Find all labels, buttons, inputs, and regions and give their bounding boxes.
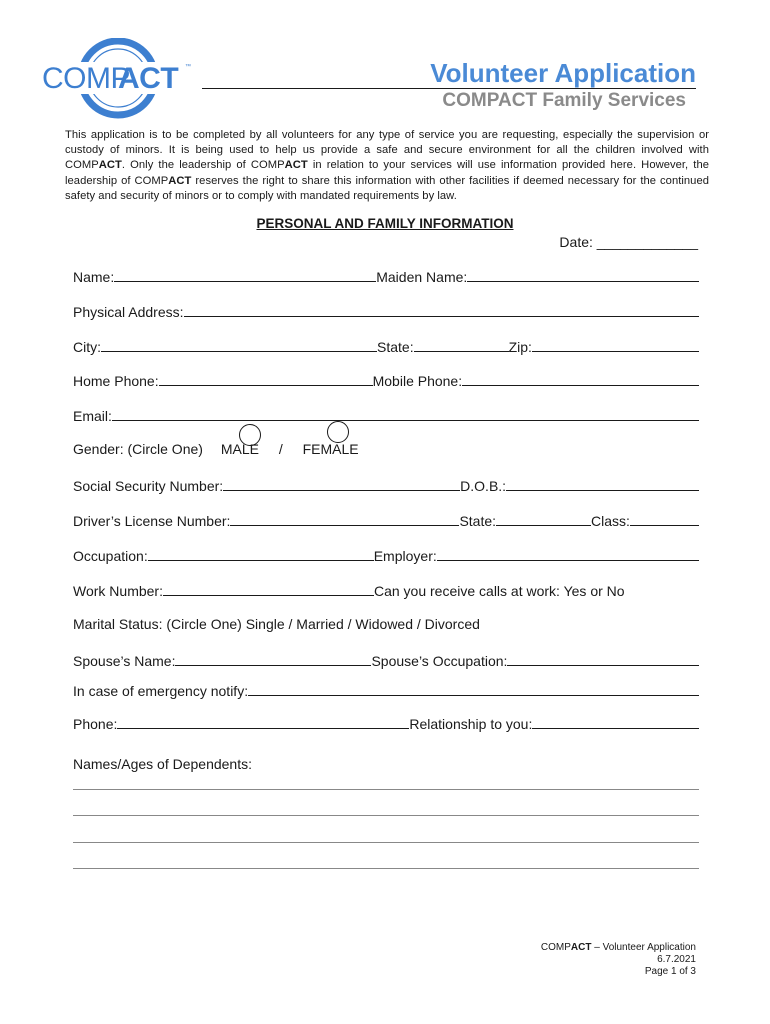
- dependents-line-1[interactable]: [73, 789, 699, 790]
- city-field[interactable]: [101, 351, 377, 352]
- footer: [541, 942, 696, 978]
- work-number-row: [73, 579, 699, 599]
- relationship-label: Relationship to you:: [409, 716, 533, 732]
- compact-logo: [38, 38, 198, 122]
- title-underline: [202, 88, 696, 89]
- footer-doc-name: COMPACT – Volunteer Application: [540, 942, 696, 953]
- home-phone-label: Home Phone:: [73, 373, 159, 389]
- dependents-line-4[interactable]: [73, 868, 699, 869]
- email-field[interactable]: [112, 420, 699, 421]
- city-label: City:: [73, 339, 101, 355]
- occupation-field[interactable]: [148, 560, 374, 561]
- state-field[interactable]: [414, 351, 509, 352]
- female-circle[interactable]: [327, 421, 349, 443]
- footer-page-number: Page 1 of 3: [644, 966, 696, 977]
- name-field[interactable]: [114, 281, 376, 282]
- city-row: [73, 335, 699, 355]
- ssn-field[interactable]: [223, 490, 460, 491]
- work-number-field[interactable]: [163, 595, 374, 596]
- dl-class-label: Class:: [591, 513, 630, 529]
- gender-label: Gender: (Circle One): [73, 441, 203, 457]
- ssn-label: Social Security Number:: [73, 478, 224, 494]
- work-number-label: Work Number:: [73, 583, 163, 599]
- emergency-notify-field[interactable]: [248, 695, 699, 696]
- footer-date: 6.7.2021: [657, 954, 696, 965]
- spouse-row: [73, 649, 699, 669]
- dependents-line-3[interactable]: [73, 842, 699, 843]
- employer-label: Employer:: [373, 548, 437, 564]
- occupation-row: [73, 544, 699, 564]
- dl-state-label: State:: [459, 513, 497, 529]
- intro-paragraph: This application is to be completed by all volunteers for any type of service you are requesting, especially the supervision or custody of minors. It is being used to help us provide a safe and secure environment for all the children involved with COMPACT. Only the leadership of COMPACT in relation to your services will use information provided here. However, the leadership of COMPACT reserves the right to share this information with other facilities if deemed necessary for the continued safety and security of minors or to comply with mandated requirements by law.: [65, 129, 709, 202]
- gender-separator: /: [278, 441, 283, 457]
- mobile-phone-field[interactable]: [462, 385, 699, 386]
- dependents-line-2[interactable]: [73, 815, 699, 816]
- dob-field[interactable]: [506, 490, 699, 491]
- page-subtitle: COMPACT Family Services: [442, 90, 686, 111]
- email-label: Email:: [73, 408, 112, 424]
- spouse-name-label: Spouse’s Name:: [73, 653, 176, 669]
- gender-male-option[interactable]: MALE: [220, 441, 259, 457]
- name-label: Name:: [73, 269, 115, 285]
- name-row: [73, 265, 699, 285]
- spouse-occupation-label: Spouse’s Occupation:: [371, 653, 508, 669]
- gender-row: [73, 441, 359, 457]
- logo-tm: ™: [185, 64, 191, 70]
- drivers-license-field[interactable]: [230, 525, 459, 526]
- logo-text-act: ACT: [118, 62, 179, 95]
- drivers-license-row: [73, 509, 699, 529]
- emergency-row: [73, 679, 699, 699]
- maiden-name-field[interactable]: [467, 281, 699, 282]
- employer-field[interactable]: [437, 560, 699, 561]
- state-label: State:: [377, 339, 414, 355]
- home-phone-field[interactable]: [159, 385, 373, 386]
- dl-state-field[interactable]: [496, 525, 591, 526]
- date-field[interactable]: Date: _____________: [559, 234, 698, 250]
- logo-text-comp: COMP: [42, 62, 130, 95]
- mobile-phone-label: Mobile Phone:: [372, 373, 463, 389]
- physical-address-field[interactable]: [184, 316, 700, 317]
- spouse-name-field[interactable]: [175, 665, 371, 666]
- phone-field[interactable]: [117, 728, 409, 729]
- marital-status: Marital Status: (Circle One) Single / Married / Widowed / Divorced: [73, 616, 480, 632]
- spouse-occupation-field[interactable]: [507, 665, 699, 666]
- ssn-row: [73, 474, 699, 494]
- dependents-label: Names/Ages of Dependents:: [73, 756, 252, 772]
- phone-label: Phone:: [73, 716, 118, 732]
- gender-female-option[interactable]: FEMALE: [302, 441, 359, 457]
- dob-label: D.O.B.:: [460, 478, 507, 494]
- relationship-field[interactable]: [532, 728, 699, 729]
- emergency-notify-label: In case of emergency notify:: [73, 683, 249, 699]
- dl-class-field[interactable]: [630, 525, 699, 526]
- address-row: [73, 300, 699, 320]
- calls-at-work-question: Can you receive calls at work: Yes or No: [373, 583, 625, 599]
- drivers-license-label: Driver’s License Number:: [73, 513, 231, 529]
- maiden-name-label: Maiden Name:: [376, 269, 468, 285]
- occupation-label: Occupation:: [73, 548, 148, 564]
- zip-label: Zip:: [508, 339, 532, 355]
- phone-row: [73, 369, 699, 389]
- section-heading: PERSONAL AND FAMILY INFORMATION: [256, 216, 514, 231]
- email-row: [73, 404, 699, 424]
- zip-field[interactable]: [532, 351, 699, 352]
- physical-address-label: Physical Address:: [73, 304, 184, 320]
- page-title: Volunteer Application: [430, 58, 696, 88]
- contact-phone-row: [73, 712, 699, 732]
